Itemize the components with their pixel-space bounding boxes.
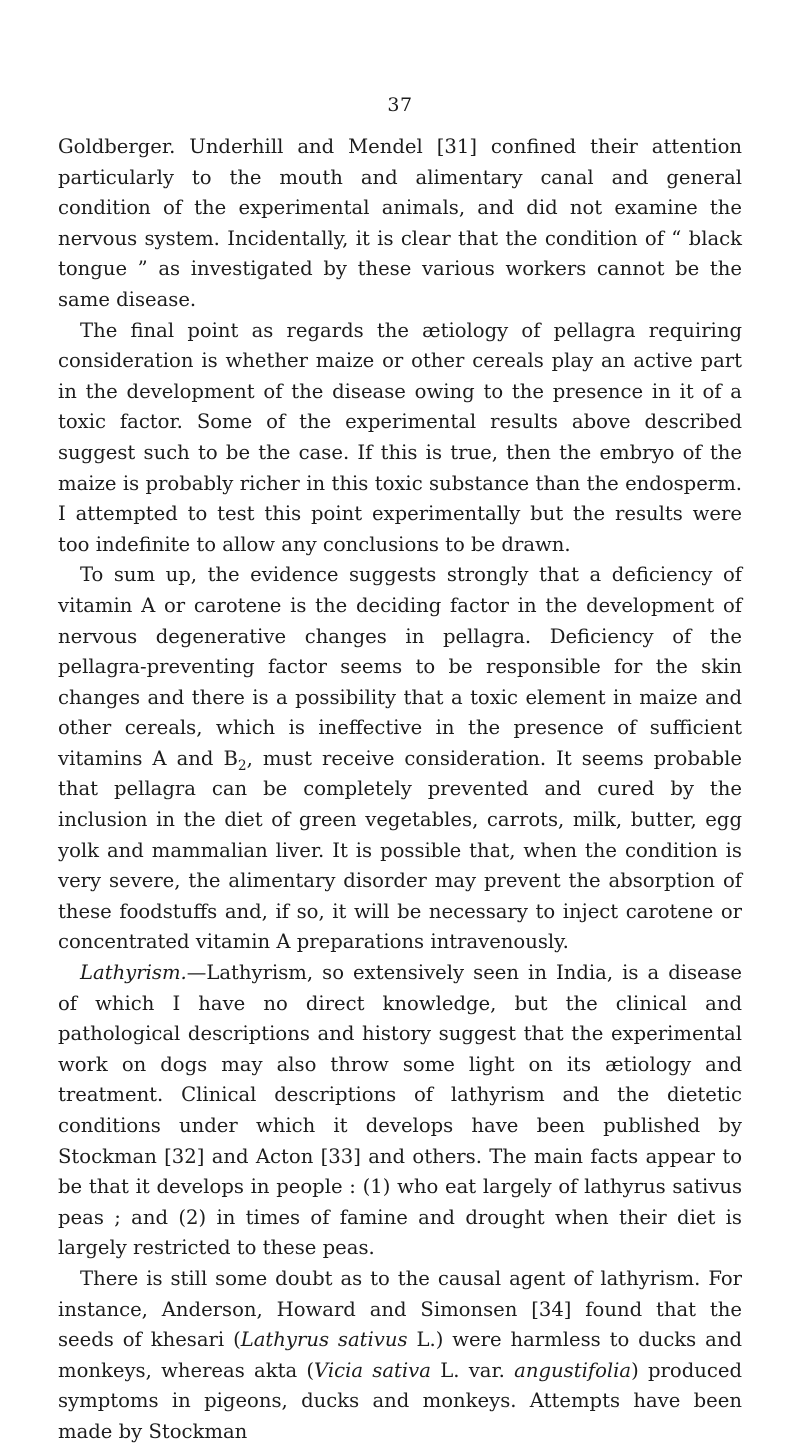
text-run: L. var.: [430, 1358, 515, 1382]
species-name: Lathyrus sativus: [240, 1328, 408, 1352]
paragraph-2: [58, 316, 742, 561]
text-run: To sum up, the evidence suggests strongly that a deficiency of vitamin A or carotene is the deciding factor in the development of nervous degenerative changes in pellagra. Deficiency of the pellagra-preventing factor seems to be responsible for the skin changes and there is a possibility that a toxic element in maize and other cereals, which is ineffective in the presence of sufficient vitamins A and B: [58, 563, 742, 770]
paragraph-1: [58, 132, 742, 316]
paragraph-5: [58, 1264, 742, 1448]
text-run: Goldberger. Underhill and Mendel [31] confined their attention particularly to the mouth and alimentary canal and general condition of the experimental animals, and did not examine the nervous system. Incidentally, it is clear that the condition of “ black tongue ” as investigated by these various workers cannot be the same disease.: [58, 135, 742, 311]
subscript: 2: [237, 757, 247, 774]
paragraph-3: [58, 560, 742, 958]
species-name: Vicia sativa: [314, 1358, 431, 1382]
variety-name: angustifolia: [514, 1358, 632, 1382]
text-run: The final point as regards the ætiology of pellagra requiring consideration is whether maize or other cereals play an active part in the development of the disease owing to the presence in it of a toxic factor. Some of the experimental results above described suggest such to be the case. If this is true, then the embryo of the maize is probably richer in this toxic substance than the endosperm. I attempted to test this point experimentally but the results were too indefinite to allow any conclusions to be drawn.: [58, 318, 742, 556]
page-number: 37: [387, 94, 413, 116]
text-run: There is still some doubt as to the causal agent of lathyrism. For instance, Anderson, Howard and Simonsen [34] found that the seeds of khesari (: [58, 1266, 742, 1352]
page-body: [58, 132, 742, 1448]
paragraph-4: [58, 958, 742, 1264]
text-run: , must receive consideration. It seems probable that pellagra can be completely prevented and cured by the inclusion in the diet of green vegetables, carrots, milk, butter, egg yolk and mammalian liver. It is possible that, when the condition is very severe, the alimentary disorder may prevent the absorption of these foodstuffs and, if so, it will be necessary to inject carotene or concentrated vitamin A preparations intravenously.: [58, 746, 742, 954]
text-run: —Lathyrism, so extensively seen in India, is a disease of which I have no direct knowledge, but the clinical and pathological descriptions and history suggest that the experimental work on dogs may also throw some light on its ætiology and treatment. Clinical descriptions of lathyrism and the dietetic conditions under which it develops have been published by Stockman [32] and Acton [33] and others. The main facts appear to be that it develops in people : (1) who eat largely of lathyrus sativus peas ; and (2) in times of famine and drought when their diet is largely restricted to these peas.: [58, 961, 742, 1260]
text-run: L.) were harmless to ducks and monkeys, whereas akta (: [58, 1328, 742, 1382]
text-run: ) produced symptoms in pigeons, ducks and monkeys. Attempts have been made by Stockman: [58, 1358, 742, 1443]
section-heading-lathyrism: Lathyrism.: [80, 961, 187, 985]
